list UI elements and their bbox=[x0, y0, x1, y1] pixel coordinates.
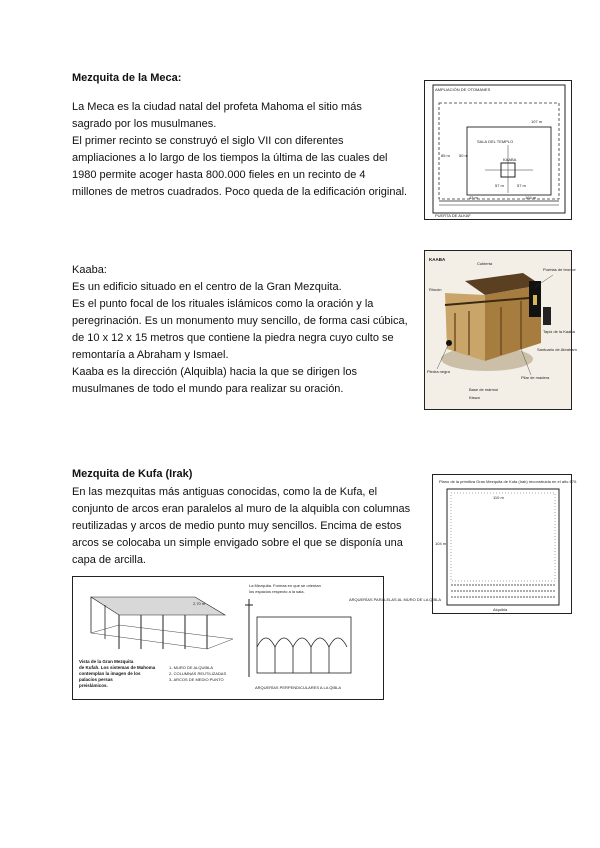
kaaba-figure-label: Puertas de bronce bbox=[543, 267, 576, 272]
kufa-views-right-label: ARQUERÍAS PARALELAS AL MURO DE LA QIBLA bbox=[349, 597, 442, 602]
meca-plan-label: 107 m bbox=[531, 119, 543, 124]
meca-line: El primer recinto se construyó el siglo VII con diferentes bbox=[72, 135, 344, 147]
kufa-line: En las mezquitas más antiguas conocidas, como la de Kufa, el bbox=[72, 486, 378, 498]
kaaba-line: remontaría a Abraham y Ismael. bbox=[72, 349, 229, 361]
kufa-views-caption: palacios persas bbox=[79, 677, 113, 682]
kaaba-figure-label: Rincón bbox=[429, 287, 442, 292]
kaaba-figure-label: Santuario de Abraham bbox=[537, 347, 577, 352]
meca-plan-label: 50 m bbox=[459, 153, 468, 158]
kufa-line: conjunto de arcos eran paralelos al muro de la alquibla con columnas bbox=[72, 503, 411, 515]
kufa-views-figure bbox=[72, 576, 442, 700]
kufa-views-caption: preislámicos. bbox=[79, 683, 108, 688]
meca-plan-label: 85 m bbox=[441, 153, 450, 158]
kaaba-figure-title: KAABA bbox=[429, 257, 446, 262]
kaaba-figure-label: Pilar de madera bbox=[521, 375, 550, 380]
kufa-line: reutilizadas y arcos de medio punto muy sencillos. Encima de estos bbox=[72, 520, 402, 532]
meca-plan-label: SALA DEL TEMPLO bbox=[477, 139, 514, 144]
meca-plan-label: 43 m bbox=[469, 195, 478, 200]
kufa-paragraph bbox=[72, 484, 410, 569]
kaaba-figure-label: Tapiz de la Kaaba bbox=[543, 329, 575, 334]
kufa-views-caption: Vista de la Gran Mezquita bbox=[79, 659, 134, 664]
kufa-views-right-label: ARQUERÍAS PERPENDICULARES A LA QIBLA bbox=[255, 685, 342, 690]
meca-plan-label: KAABA bbox=[503, 157, 517, 162]
kaaba-paragraph bbox=[72, 262, 408, 398]
meca-line: 1980 permite acoger hasta 800.000 fieles en un recinto de 4 bbox=[72, 169, 366, 181]
kufa-views-caption: de Kufah. Los sistemas de Mahoma bbox=[79, 665, 156, 670]
kufa-plan-label: Alquibla bbox=[493, 607, 508, 612]
kufa-views-note: 1- MURO DE ALQUIBLA bbox=[169, 665, 214, 670]
kufa-title: Mezquita de Kufa (Irak) bbox=[72, 468, 193, 480]
kaaba-figure-label: Piedra negra bbox=[427, 369, 450, 374]
meca-plan-label: PUERTA DE ALKAF bbox=[435, 213, 471, 218]
kufa-views-right-title: los espacios respecto a la sala. bbox=[249, 589, 305, 594]
kufa-plan-label: 104 m bbox=[435, 541, 447, 546]
kaaba-figure-label: Cubierta bbox=[477, 261, 493, 266]
meca-plan-label: 164 m bbox=[525, 195, 537, 200]
kaaba-line: Kaaba: bbox=[72, 264, 107, 276]
kaaba-line: Kaaba es la dirección (Alquibla) hacia la que se dirigen los bbox=[72, 366, 357, 378]
kufa-plan-label: 110 m bbox=[493, 495, 504, 500]
kufa-views-caption: contemplan la imagen de los bbox=[79, 671, 141, 676]
meca-paragraph bbox=[72, 99, 407, 201]
kufa-plan-figure bbox=[432, 474, 578, 614]
kufa-views-right-title: La Mezquita. Formas en que se orientan bbox=[249, 583, 321, 588]
kufa-views-note: 3- ARCOS DE MEDIO PUNTO bbox=[169, 677, 224, 682]
meca-line: sagrado por los musulmanes. bbox=[72, 118, 217, 130]
kufa-views-measure: 2,70 m bbox=[193, 601, 206, 606]
kaaba-figure-label: Base de mármol bbox=[469, 387, 499, 392]
meca-line: ampliaciones a lo largo de los tiempos la última de las cuales del bbox=[72, 152, 388, 164]
kaaba-line: de 10 x 12 x 15 metros que contiene la piedra negra cuyo culto se bbox=[72, 332, 394, 344]
kufa-plan-caption: Plano de la primitiva Gran Mezquita de Kufa (Irak) reconstruida en el año 670. bbox=[439, 479, 578, 484]
kaaba-line: musulmanes de todo el mundo para realizar su oración. bbox=[72, 383, 344, 395]
meca-plan-label: AMPLIACIÓN DE OTOMANES bbox=[435, 87, 491, 92]
kaaba-line: Es el punto focal de los rituales islámicos como la oración y la bbox=[72, 298, 374, 310]
meca-plan-label: 57 m bbox=[495, 183, 504, 188]
kaaba-line: peregrinación. Es un monumento muy sencillo, de forma casi cúbica, bbox=[72, 315, 408, 327]
kufa-views-note: 2- COLUMNAS REUTILIZADAS bbox=[169, 671, 227, 676]
kaaba-line: Es un edificio situado en el centro de la Gran Mezquita. bbox=[72, 281, 342, 293]
meca-line: millones de metros cuadrados. Poco queda de la edificación original. bbox=[72, 186, 408, 198]
meca-title: Mezquita de la Meca: bbox=[72, 72, 182, 84]
kufa-line: capa de arcilla. bbox=[72, 554, 146, 566]
meca-plan-figure bbox=[424, 80, 572, 220]
kufa-line: arcos se colocaba un simple envigado sobre el que se disponía una bbox=[72, 537, 403, 549]
meca-line: La Meca es la ciudad natal del profeta Mahoma el sitio más bbox=[72, 101, 362, 113]
meca-plan-label: 57 m bbox=[517, 183, 526, 188]
kaaba-figure-label: Kiswa bbox=[469, 395, 480, 400]
kaaba-figure bbox=[424, 250, 577, 410]
